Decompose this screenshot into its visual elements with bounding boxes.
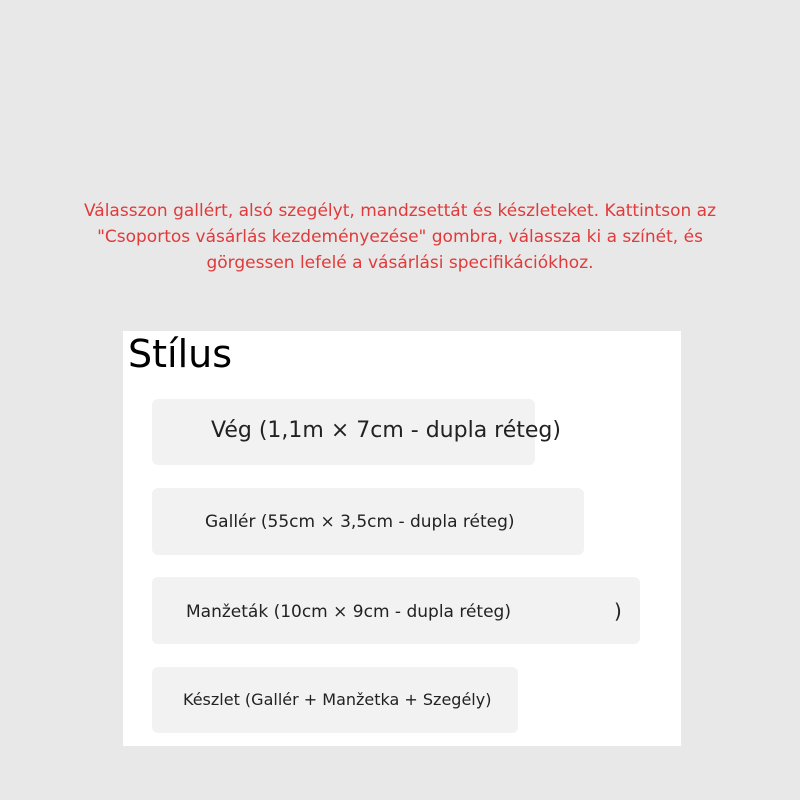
- style-option-collar[interactable]: [152, 488, 584, 555]
- style-option-label: Készlet (Gallér + Manžetka + Szegély): [183, 690, 492, 709]
- instruction-line-2: "Csoportos vásárlás kezdeményezése" gombra, válassza ki a színét, és: [97, 227, 703, 247]
- instruction-text: [0, 198, 800, 276]
- style-option-hem[interactable]: [152, 399, 561, 465]
- style-panel: [123, 331, 681, 746]
- style-option-set[interactable]: [152, 667, 518, 733]
- style-option-label: Gallér (55cm × 3,5cm - dupla réteg): [205, 512, 515, 532]
- style-option-trailing-text: ): [614, 599, 622, 623]
- style-option-cuffs[interactable]: [152, 577, 640, 644]
- instruction-line-1: Válasszon gallért, alsó szegélyt, mandzsettát és készleteket. Kattintson az: [83, 201, 717, 221]
- style-option-label: Vég (1,1m × 7cm - dupla réteg): [211, 418, 561, 443]
- instruction-line-3: görgessen lefelé a vásárlási specifikációkhoz.: [206, 253, 594, 273]
- style-title: Stílus: [128, 332, 233, 376]
- style-option-label: Manžeták (10cm × 9cm - dupla réteg): [186, 602, 511, 622]
